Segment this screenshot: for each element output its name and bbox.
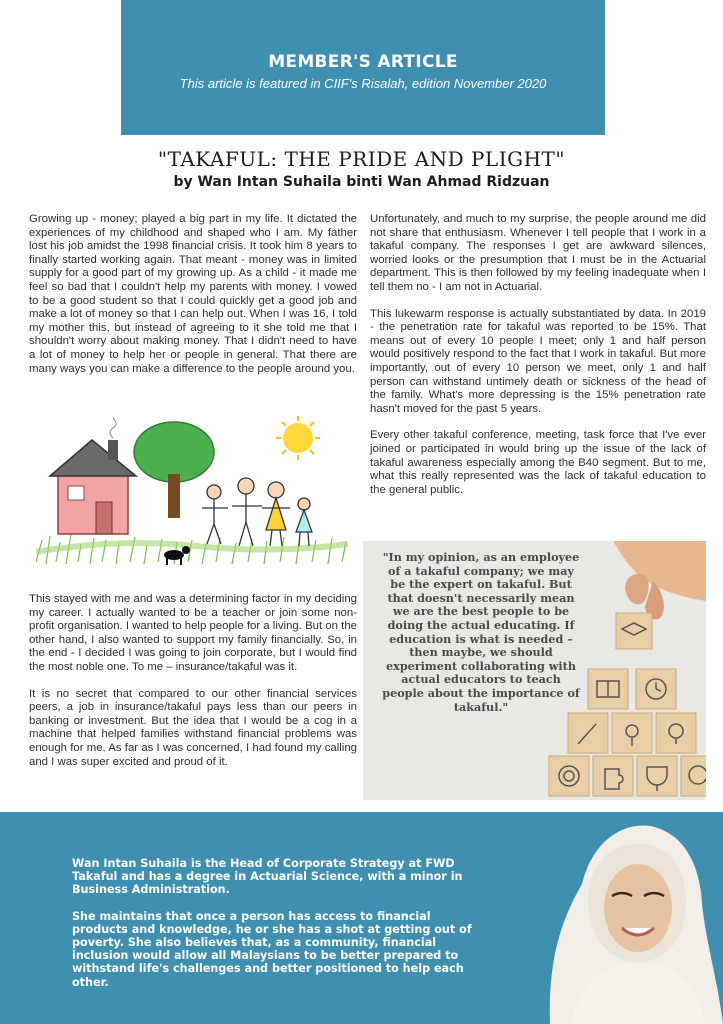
author-bio-footer — [0, 812, 723, 1024]
left-column-bottom — [29, 593, 357, 782]
left-column-top — [29, 213, 357, 389]
article-byline: by Wan Intan Suhaila binti Wan Ahmad Ridzuan — [173, 174, 550, 190]
bio-paragraph: She maintains that once a person has access to financial products and knowledge, he or she has a shot at getting out of poverty. She also believes that, as a community, financial inclusion would allow all Malaysians to be better prepared to withstand life's challenges and better positioned to help each other. — [72, 909, 472, 989]
pull-quote-panel — [363, 541, 706, 800]
right-column — [370, 213, 706, 510]
paragraph: It is no secret that compared to our other financial services peers, a job in insurance/takaful pays less than our peers in banking or investment. But the idea that I would be a cog in a machine that helped families withstand financial problems was enough for me. As far as I was concerned, I had found my calling and I was super excited and proud of it. — [29, 687, 357, 768]
section-title: MEMBER'S ARTICLE — [268, 52, 458, 72]
header-banner — [121, 0, 605, 135]
paragraph: This stayed with me and was a determining factor in my deciding my career. I actually wanted to be a teacher or join some non-profit organisation. I wanted to help people for a living. But on the other hand, I also wanted to support my family financially. So, in the end - I decided I was going to join corporate, but I would find the most noble one. To me – insurance/takaful was it. — [29, 593, 358, 673]
pull-quote: "In my opinion, as an employee of a takaful company; we may be the expert on takaful. But that doesn't necessarily mean we are the best people to be doing the actual educating. If education is what is needed – then maybe, we should experiment collaborating with actual educators to teach people about the importance of takaful." — [382, 550, 580, 714]
bio-paragraph: Wan Intan Suhaila is the Head of Corporate Strategy at FWD Takaful and has a degree in Actuarial Science, with a minor in Business Administration. — [72, 857, 463, 897]
article-title: "TAKAFUL: THE PRIDE AND PLIGHT" — [157, 147, 566, 171]
section-subtitle: This article is featured in CIIF's Risalah, edition November 2020 — [179, 76, 547, 91]
author-bio — [72, 857, 477, 1002]
paragraph: Growing up - money; played a big part in my life. It dictated the experiences of my childhood and shaped who I am. My father lost his job amidst the 1998 financial crisis. It took him 8 years to finally started working again. That meant - money was in limited supply for a good part of my growing up. As a child - it made me feel so bad that I couldn't help my parents with money. I vowed to be a good student so that I could quickly get a good job and make a lot of money so that I can help out. When I was 16, I told my mother this, but instead of agreeing to it she told me that I shouldn't worry about making money. That I didn't need to have a lot of money to help her or people in general. That there are many ways you can make a difference to the people around you. — [29, 213, 357, 375]
author-photo — [530, 812, 723, 1024]
paragraph: Unfortunately, and much to my surprise, the people around me did not share that enthusiasm. Whenever I tell people that I work in a takaful company. The responses I get are awkward silences, worried looks or the presumption that I must be in the Actuarial department. This is then followed by my feeling inadequate when I tell them no - I am not in Actuarial. — [370, 213, 706, 293]
paragraph: Every other takaful conference, meeting, task force that I've ever joined or participated in would bring up the issue of the lack of takaful awareness especially among the B40 segment. But to me, what this really represented was the lack of takaful education to the general public. — [370, 429, 706, 496]
paragraph: This lukewarm response is actually substantiated by data. In 2019 - the penetration rate for takaful was reported to be 15%. That means out of every 10 people I meet; only 1 and half person would positively respond to the fact that I work in takaful. But more importantly, out of every 10 person we meet, only 1 and half person can withstand untimely death or sickness of the head of the family. What's more depressing is the 15% penetration rate hasn't moved for the past 5 years. — [370, 307, 706, 415]
child-drawing-illustration — [36, 412, 348, 577]
